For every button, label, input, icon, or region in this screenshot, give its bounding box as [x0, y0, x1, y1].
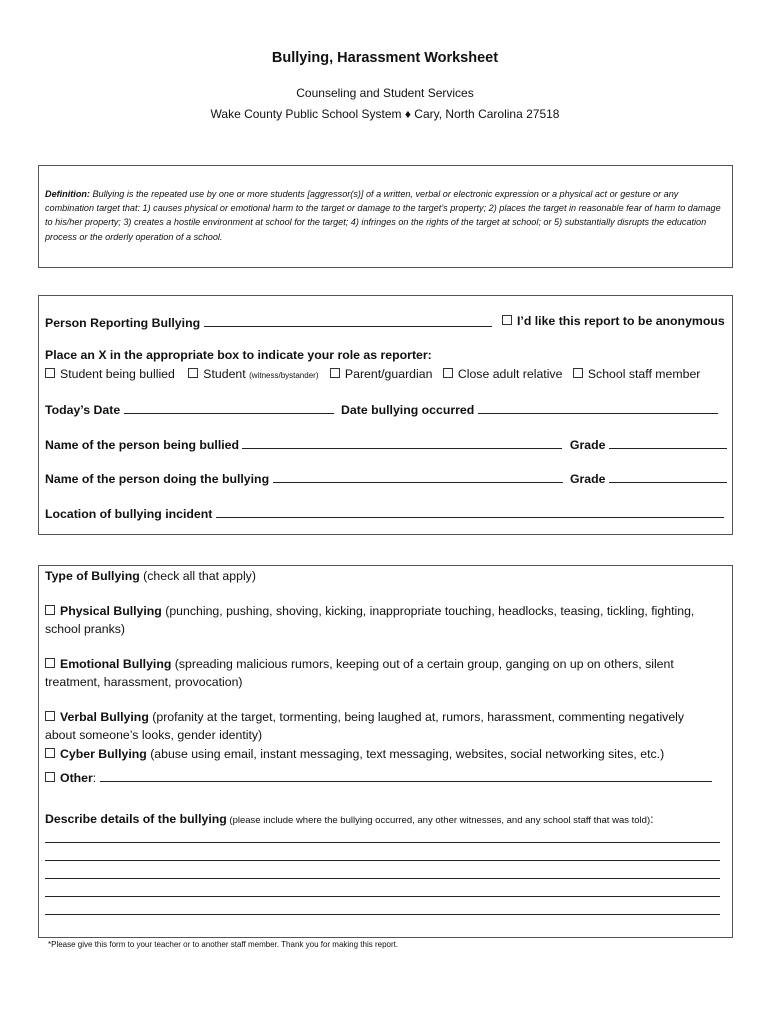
footer-note: *Please give this form to your teacher or to another staff member. Thank you for making this report.: [48, 940, 399, 949]
emotional-checkbox[interactable]: [45, 658, 55, 668]
date-occurred-label: Date bullying occurred: [341, 403, 475, 417]
verbal-checkbox[interactable]: [45, 711, 55, 721]
role-student-witness[interactable]: [188, 367, 318, 381]
role-parent[interactable]: [330, 367, 433, 381]
other-checkbox[interactable]: [45, 772, 55, 782]
bullied-name-row: [45, 436, 727, 452]
describe-line[interactable]: [45, 914, 720, 915]
role-relative-label: Close adult relative: [457, 367, 563, 381]
describe-line[interactable]: [45, 896, 720, 897]
describe-line[interactable]: [45, 842, 720, 843]
other-input[interactable]: [100, 769, 712, 782]
bullied-name-input[interactable]: [242, 436, 562, 449]
role-parent-label: Parent/guardian: [344, 367, 433, 381]
definition-box: [38, 165, 733, 268]
anonymous-label: I’d like this report to be anonymous: [517, 314, 725, 328]
verbal-label: Verbal Bullying: [60, 710, 149, 724]
type-heading-note: (check all that apply): [139, 569, 256, 583]
role-staff[interactable]: [573, 367, 701, 381]
describe-row: [45, 812, 654, 826]
physical-checkbox[interactable]: [45, 605, 55, 615]
describe-line[interactable]: [45, 878, 720, 879]
person-reporting-input[interactable]: [204, 314, 492, 327]
bullied-grade-input[interactable]: [609, 436, 727, 449]
todays-date-label: Today’s Date: [45, 403, 121, 417]
role-staff-checkbox[interactable]: [573, 368, 583, 378]
district-subtitle: Wake County Public School System ♦ Cary, North Carolina 27518: [210, 107, 560, 121]
type-heading: Type of Bullying: [45, 569, 140, 583]
other-label: Other: [60, 771, 93, 785]
definition-label: Definition:: [45, 189, 90, 199]
location-row: [45, 505, 724, 521]
person-reporting-row: [45, 314, 492, 330]
person-reporting-label: Person Reporting Bullying: [45, 316, 201, 330]
bullied-grade-label: Grade: [569, 438, 606, 452]
role-student-bullied[interactable]: [45, 367, 175, 381]
describe-label: Describe details of the bullying: [45, 812, 227, 826]
location-label: Location of bullying incident: [45, 507, 213, 521]
department-subtitle: Counseling and Student Services: [296, 86, 474, 100]
anonymous-option[interactable]: [502, 314, 725, 328]
physical-option[interactable]: [45, 602, 715, 638]
bully-name-input[interactable]: [273, 470, 563, 483]
definition-body: Bullying is the repeated use by one or more students [aggressor(s)] of a written, verbal or electronic expression or a physical act or gesture or any combination target that: 1) causes physical or emotional harm to the target or damage to the target’s property; 2) places the target in reasonable fear of harm to damage to his/her property; 3) creates a hostile environment at school for the target; 4) infringes on the rights of the target at school; or 5) substantially disrupts the education process or the orderly operation of a school.: [45, 189, 721, 242]
todays-date-input[interactable]: [124, 401, 334, 414]
anonymous-checkbox[interactable]: [502, 315, 512, 325]
role-student-note: (witness/bystander): [249, 371, 319, 380]
verbal-desc: (profanity at the target, tormenting, being laughed at, rumors, harassment, commenting negatively about someone’s looks, gender identity): [45, 710, 685, 742]
emotional-option[interactable]: [45, 655, 715, 691]
physical-label: Physical Bullying: [60, 604, 162, 618]
cyber-checkbox[interactable]: [45, 748, 55, 758]
role-staff-label: School staff member: [587, 367, 701, 381]
role-relative[interactable]: [443, 367, 563, 381]
page-title: Bullying, Harassment Worksheet: [271, 50, 499, 66]
describe-colon: :: [650, 812, 654, 826]
role-student-checkbox[interactable]: [188, 368, 198, 378]
role-student-label: Student: [203, 367, 246, 381]
bully-name-row: [45, 470, 727, 486]
cyber-option[interactable]: [45, 747, 664, 761]
cyber-label: Cyber Bullying: [60, 747, 147, 761]
date-row: [45, 401, 718, 417]
bully-grade-input[interactable]: [609, 470, 727, 483]
role-prompt: Place an X in the appropriate box to indicate your role as reporter:: [45, 348, 432, 362]
emotional-label: Emotional Bullying: [60, 657, 172, 671]
date-occurred-input[interactable]: [478, 401, 718, 414]
other-option[interactable]: Other:: [45, 769, 712, 785]
role-student-bullied-label: Student being bullied: [60, 367, 175, 381]
definition-text: [45, 187, 727, 244]
role-parent-checkbox[interactable]: [330, 368, 340, 378]
bullied-name-label: Name of the person being bullied: [45, 438, 240, 452]
role-options: [45, 367, 700, 381]
type-heading-row: [45, 569, 256, 583]
role-student-bullied-checkbox[interactable]: [45, 368, 55, 378]
role-relative-checkbox[interactable]: [443, 368, 453, 378]
emotional-desc: (spreading malicious rumors, keeping out of a certain group, ganging on up on others, silent treatment, harassment, provocation): [45, 657, 674, 689]
bully-name-label: Name of the person doing the bullying: [45, 472, 270, 486]
verbal-option[interactable]: [45, 708, 715, 744]
describe-line[interactable]: [45, 860, 720, 861]
physical-desc: (punching, pushing, shoving, kicking, inappropriate touching, headlocks, teasing, tickling, fighting, school pranks): [45, 604, 695, 636]
location-input[interactable]: [216, 505, 724, 518]
describe-note: (please include where the bullying occurred, any other witnesses, and any school staff that was told): [226, 815, 651, 826]
bully-grade-label: Grade: [569, 472, 606, 486]
cyber-desc: (abuse using email, instant messaging, text messaging, websites, social networking sites, etc.): [146, 747, 665, 761]
